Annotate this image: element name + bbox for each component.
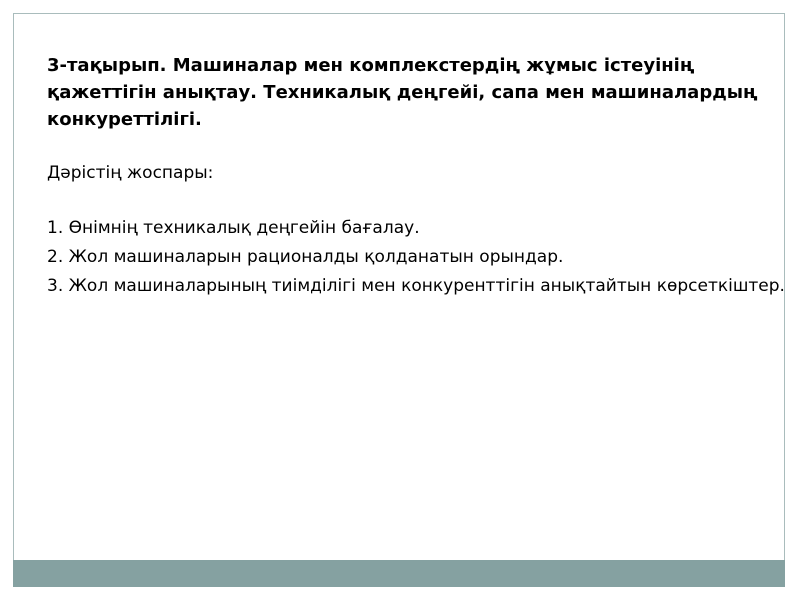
plan-item-1: 1. Өнімнің техникалық деңгейін бағалау. [47, 218, 420, 238]
footer-bar [13, 560, 785, 587]
slide-title: 3-тақырып. Машиналар мен комплекстердің жұмыс істеуінің қажеттігін анықтау. Техникалық деңгейі, сапа мен машиналардың конкуреттілігі. [47, 55, 758, 130]
plan-item-2: 2. Жол машиналарын рационалды қолданатын орындар. [47, 247, 564, 267]
slide-content [47, 52, 792, 301]
plan-heading: Дәрістің жоспары: [47, 163, 214, 183]
plan-item-3: 3. Жол машиналарының тиімділігі мен конкуренттігін анықтайтын көрсеткіштер. [47, 276, 785, 296]
plan-list [47, 214, 792, 301]
